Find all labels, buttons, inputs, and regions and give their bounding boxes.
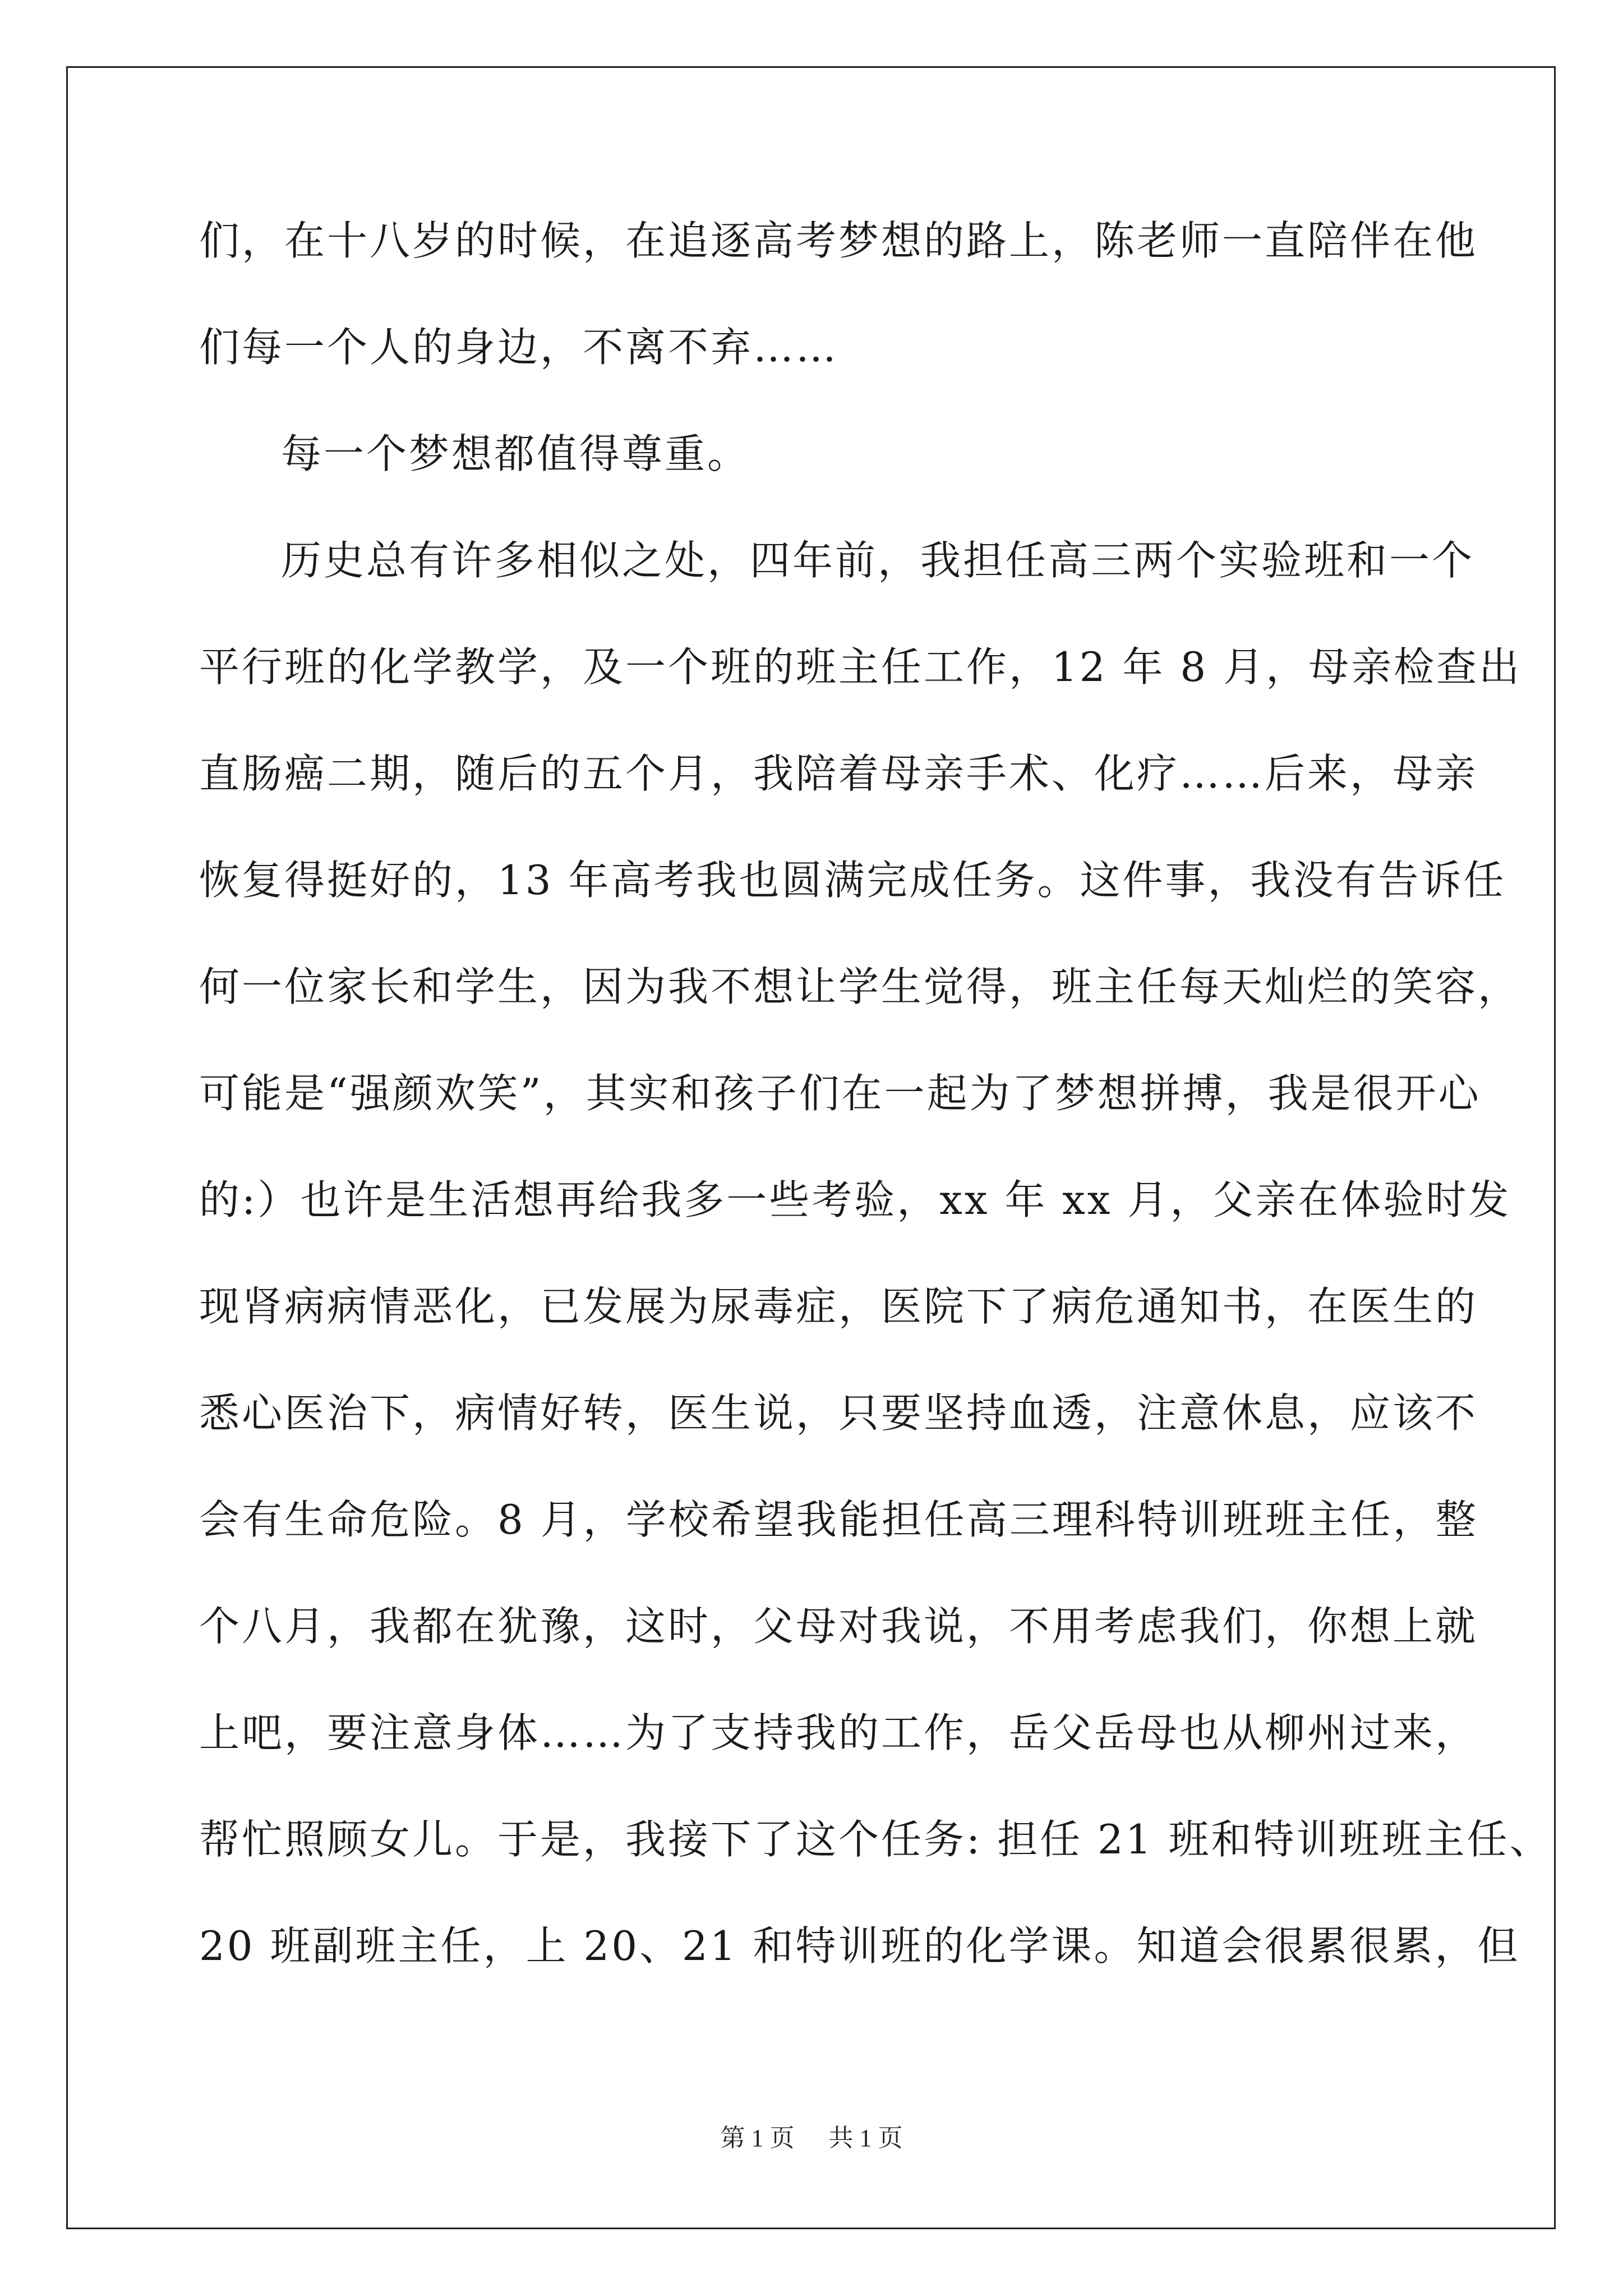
text-line: 的:）也许是生活想再给我多一些考验，xx 年 xx 月，父亲在体验时发 bbox=[199, 1176, 1511, 1223]
page-footer bbox=[0, 2123, 1623, 2154]
text-line: 帮忙照顾女儿。于是，我接下了这个任务: 担任 21 班和特训班班主任、 bbox=[199, 1816, 1552, 1863]
text-line: 会有生命危险。8 月，学校希望我能担任高三理科特训班班主任，整 bbox=[199, 1496, 1478, 1543]
text-line: 悉心医治下，病情好转，医生说，只要坚持血透，注意休息，应该不 bbox=[199, 1389, 1478, 1437]
text-line: 20 班副班主任，上 20、21 和特训班的化学课。知道会很累很累，但 bbox=[199, 1922, 1520, 1970]
text-line: 们每一个人的身边，不离不弃…… bbox=[199, 324, 839, 371]
text-line: 恢复得挺好的，13 年高考我也圆满完成任务。这件事，我没有告诉任 bbox=[199, 857, 1506, 904]
text-line: 们，在十八岁的时候，在追逐高考梦想的路上，陈老师一直陪伴在他 bbox=[199, 217, 1478, 264]
text-line: 可能是“强颜欢笑”，其实和孩子们在一起为了梦想拼搏，我是很开心 bbox=[199, 1070, 1481, 1117]
text-line: 何一位家长和学生，因为我不想让学生觉得，班主任每天灿烂的笑容， bbox=[199, 963, 1521, 1010]
text-line: 直肠癌二期，随后的五个月，我陪着母亲手术、化疗……后来，母亲 bbox=[199, 750, 1478, 797]
page-total: 共 1 页 bbox=[828, 2124, 903, 2152]
text-line: 历史总有许多相似之处，四年前，我担任高三两个实验班和一个 bbox=[281, 537, 1475, 584]
document-body bbox=[199, 214, 1552, 2026]
text-line: 个八月，我都在犹豫，这时，父母对我说，不用考虑我们，你想上就 bbox=[199, 1603, 1478, 1650]
text-line: 平行班的化学教学，及一个班的班主任工作，12 年 8 月，母亲检查出 bbox=[199, 643, 1522, 691]
text-block bbox=[199, 214, 1552, 1973]
text-line: 现肾病病情恶化，已发展为尿毒症，医院下了病危通知书，在医生的 bbox=[199, 1283, 1478, 1330]
page-number: 第 1 页 bbox=[720, 2124, 795, 2152]
text-line: 每一个梦想都值得尊重。 bbox=[281, 430, 750, 477]
text-line: 上吧，要注意身体……为了支持我的工作，岳父岳母也从柳州过来， bbox=[199, 1709, 1478, 1756]
